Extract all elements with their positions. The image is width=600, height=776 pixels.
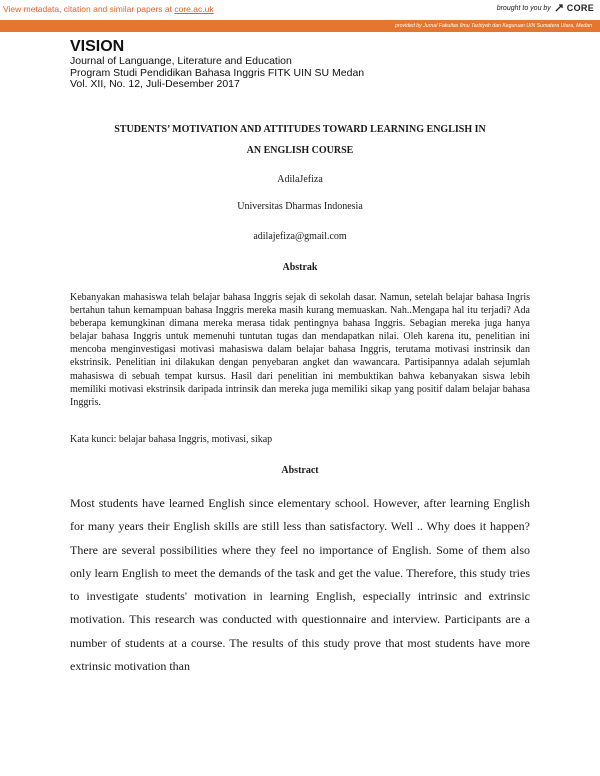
metadata-link-line: [3, 4, 214, 14]
journal-subtitle: Journal of Languange, Literature and Education: [70, 55, 292, 67]
metadata-link-prefix: View metadata, citation and similar papers at: [3, 4, 175, 14]
core-banner: [0, 0, 600, 32]
abstrak-keywords: Kata kunci: belajar bahasa Inggris, motivasi, sikap: [70, 434, 273, 445]
journal-program: Program Studi Pendidikan Bahasa Inggris FITK UIN SU Medan: [70, 66, 365, 79]
core-logo-icon: [554, 3, 564, 13]
core-branding[interactable]: [497, 3, 594, 13]
brought-by-label: brought to you by: [496, 4, 551, 12]
journal-title: VISION: [70, 38, 125, 55]
abstract-heading: Abstract: [281, 465, 319, 476]
journal-header: [70, 38, 364, 91]
author-name: AdilaJefiza: [277, 174, 323, 185]
abstrak-heading: Abstrak: [282, 262, 318, 273]
paper-title-line-1: STUDENTS’ MOTIVATION AND ATTITUDES TOWARD LEARNING ENGLISH IN: [114, 124, 486, 135]
core-logo: CORE: [566, 3, 594, 13]
abstrak-body: Kebanyakan mahasiswa telah belajar bahasa Inggris sejak di sekolah dasar. Namun, setelah belajar bahasa Ingris bertahun tahun kemampuan bahasa Inggris mereka masih kurang memuaskan. Nah..Mengapa hal itu terjadi? Ada beberapa kemungkinan dimana mereka merasa tidak pentingnya bahasa Inggris. Sebagian mereka juga hanya belajar bahasa Inggris untuk memenuhi tuntutan tugas dan mendapatkan nilai. Oleh karena itu, penelitian ini mencoba menginvestigasi motivasi mahasiswa dalam belajar bahasa Inggris, terutama motivasi instrinsik dan ekstrinsik. Penelitian ini dilakukan dengan penyebaran angket dan wawancara. Partisipannya adalah sejumlah mahasiswa di sebuah tempat kursus. Hasil dari penelitian ini membuktikan bahwa kebanyakan siswa lebih memiliki motivasi ekstrinsik daripada intrinsik dan mereka juga memiliki sikap yang positif dalam belajar bahasa Inggris.: [70, 292, 530, 408]
author-email: adilajefiza@gmail.com: [253, 231, 347, 242]
provided-by-bar: provided by Jurnal Fakultas Ilmu Tarbiyah dan Keguruan UIN Sumatera Utara, Medan: [0, 20, 600, 32]
paper-title: [70, 119, 530, 161]
paper-title-line-2: AN ENGLISH COURSE: [246, 145, 354, 156]
core-link[interactable]: core.ac.uk: [174, 4, 214, 14]
journal-volume: Vol. XII, No. 12, Juli-Desember 2017: [70, 78, 240, 90]
abstract-body: Most students have learned English since elementary school. However, after learning English for many years their English skills are still less than satisfactory. Well .. Why does it happen? There are several possibilities where they feel no importance of English. Some of them also only learn English to meet the demands of the task and get the value. Therefore, this study tries to investigate students' motivation in learning English, especially intrinsic and extrinsic motivation. This research was conducted with questionnaire and interview. Participants are a number of students at a course. The results of this study prove that most students have more extrinsic motivation than: [70, 496, 530, 674]
author-affiliation: Universitas Dharmas Indonesia: [237, 201, 363, 212]
core-banner-top: [0, 0, 600, 20]
